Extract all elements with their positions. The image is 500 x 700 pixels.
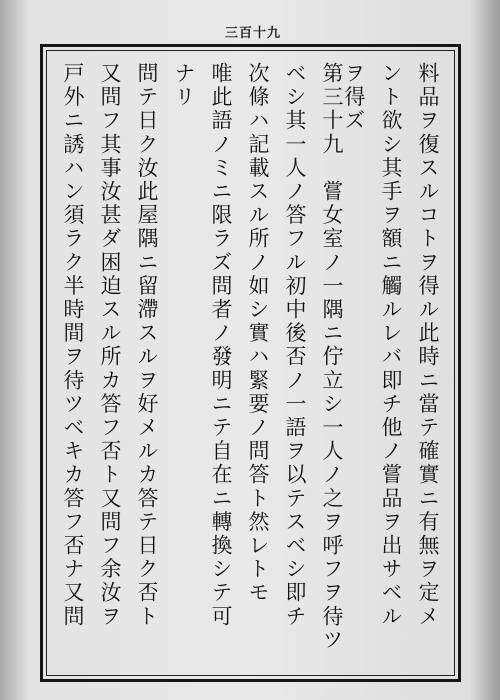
text-column-9: 問テ日ク汝此屋隅ニ留滯スルヲ好メルカ答テ日ク否ト [135,62,159,629]
text-column-1: 料品ヲ復スルコトヲ得ル此時ニ當テ確實ニ有無ヲ定メ [416,62,440,629]
text-column-11: 戸外ニ誘ハン須ラク半時間ヲ待ツベキカ答フ否ナ又問 [61,62,85,629]
text-column-10: 又問フ其事汝甚ダ困迫スル所カ答フ否ト又問フ余汝ヲ [98,62,122,629]
text-column-3: ヲ得ズ [342,62,366,133]
page-number: 三百十九 [224,26,281,41]
text-column-7: 唯此語ノミニ限ラズ問者ノ發明ニテ自在ニ轉換シテ可 [209,62,233,629]
text-column-2: ント欲シ其手ヲ額ニ觸ルレバ即チ他ノ嘗品ヲ出サベル [379,62,403,629]
text-column-4: 第三十九 嘗女室ノ一隅ニ佇立シ一人ノ之ヲ呼フヲ待ツ [320,62,344,652]
text-column-5: ベシ其一人ノ答フル初中後否ノ一語ヲ以テスベシ即チ [283,62,307,629]
text-column-6: 次條ハ記載スル所ノ如シ實ハ緊要ノ問答ト然レトモ [246,62,270,605]
text-column-8: ナリ [172,62,196,110]
